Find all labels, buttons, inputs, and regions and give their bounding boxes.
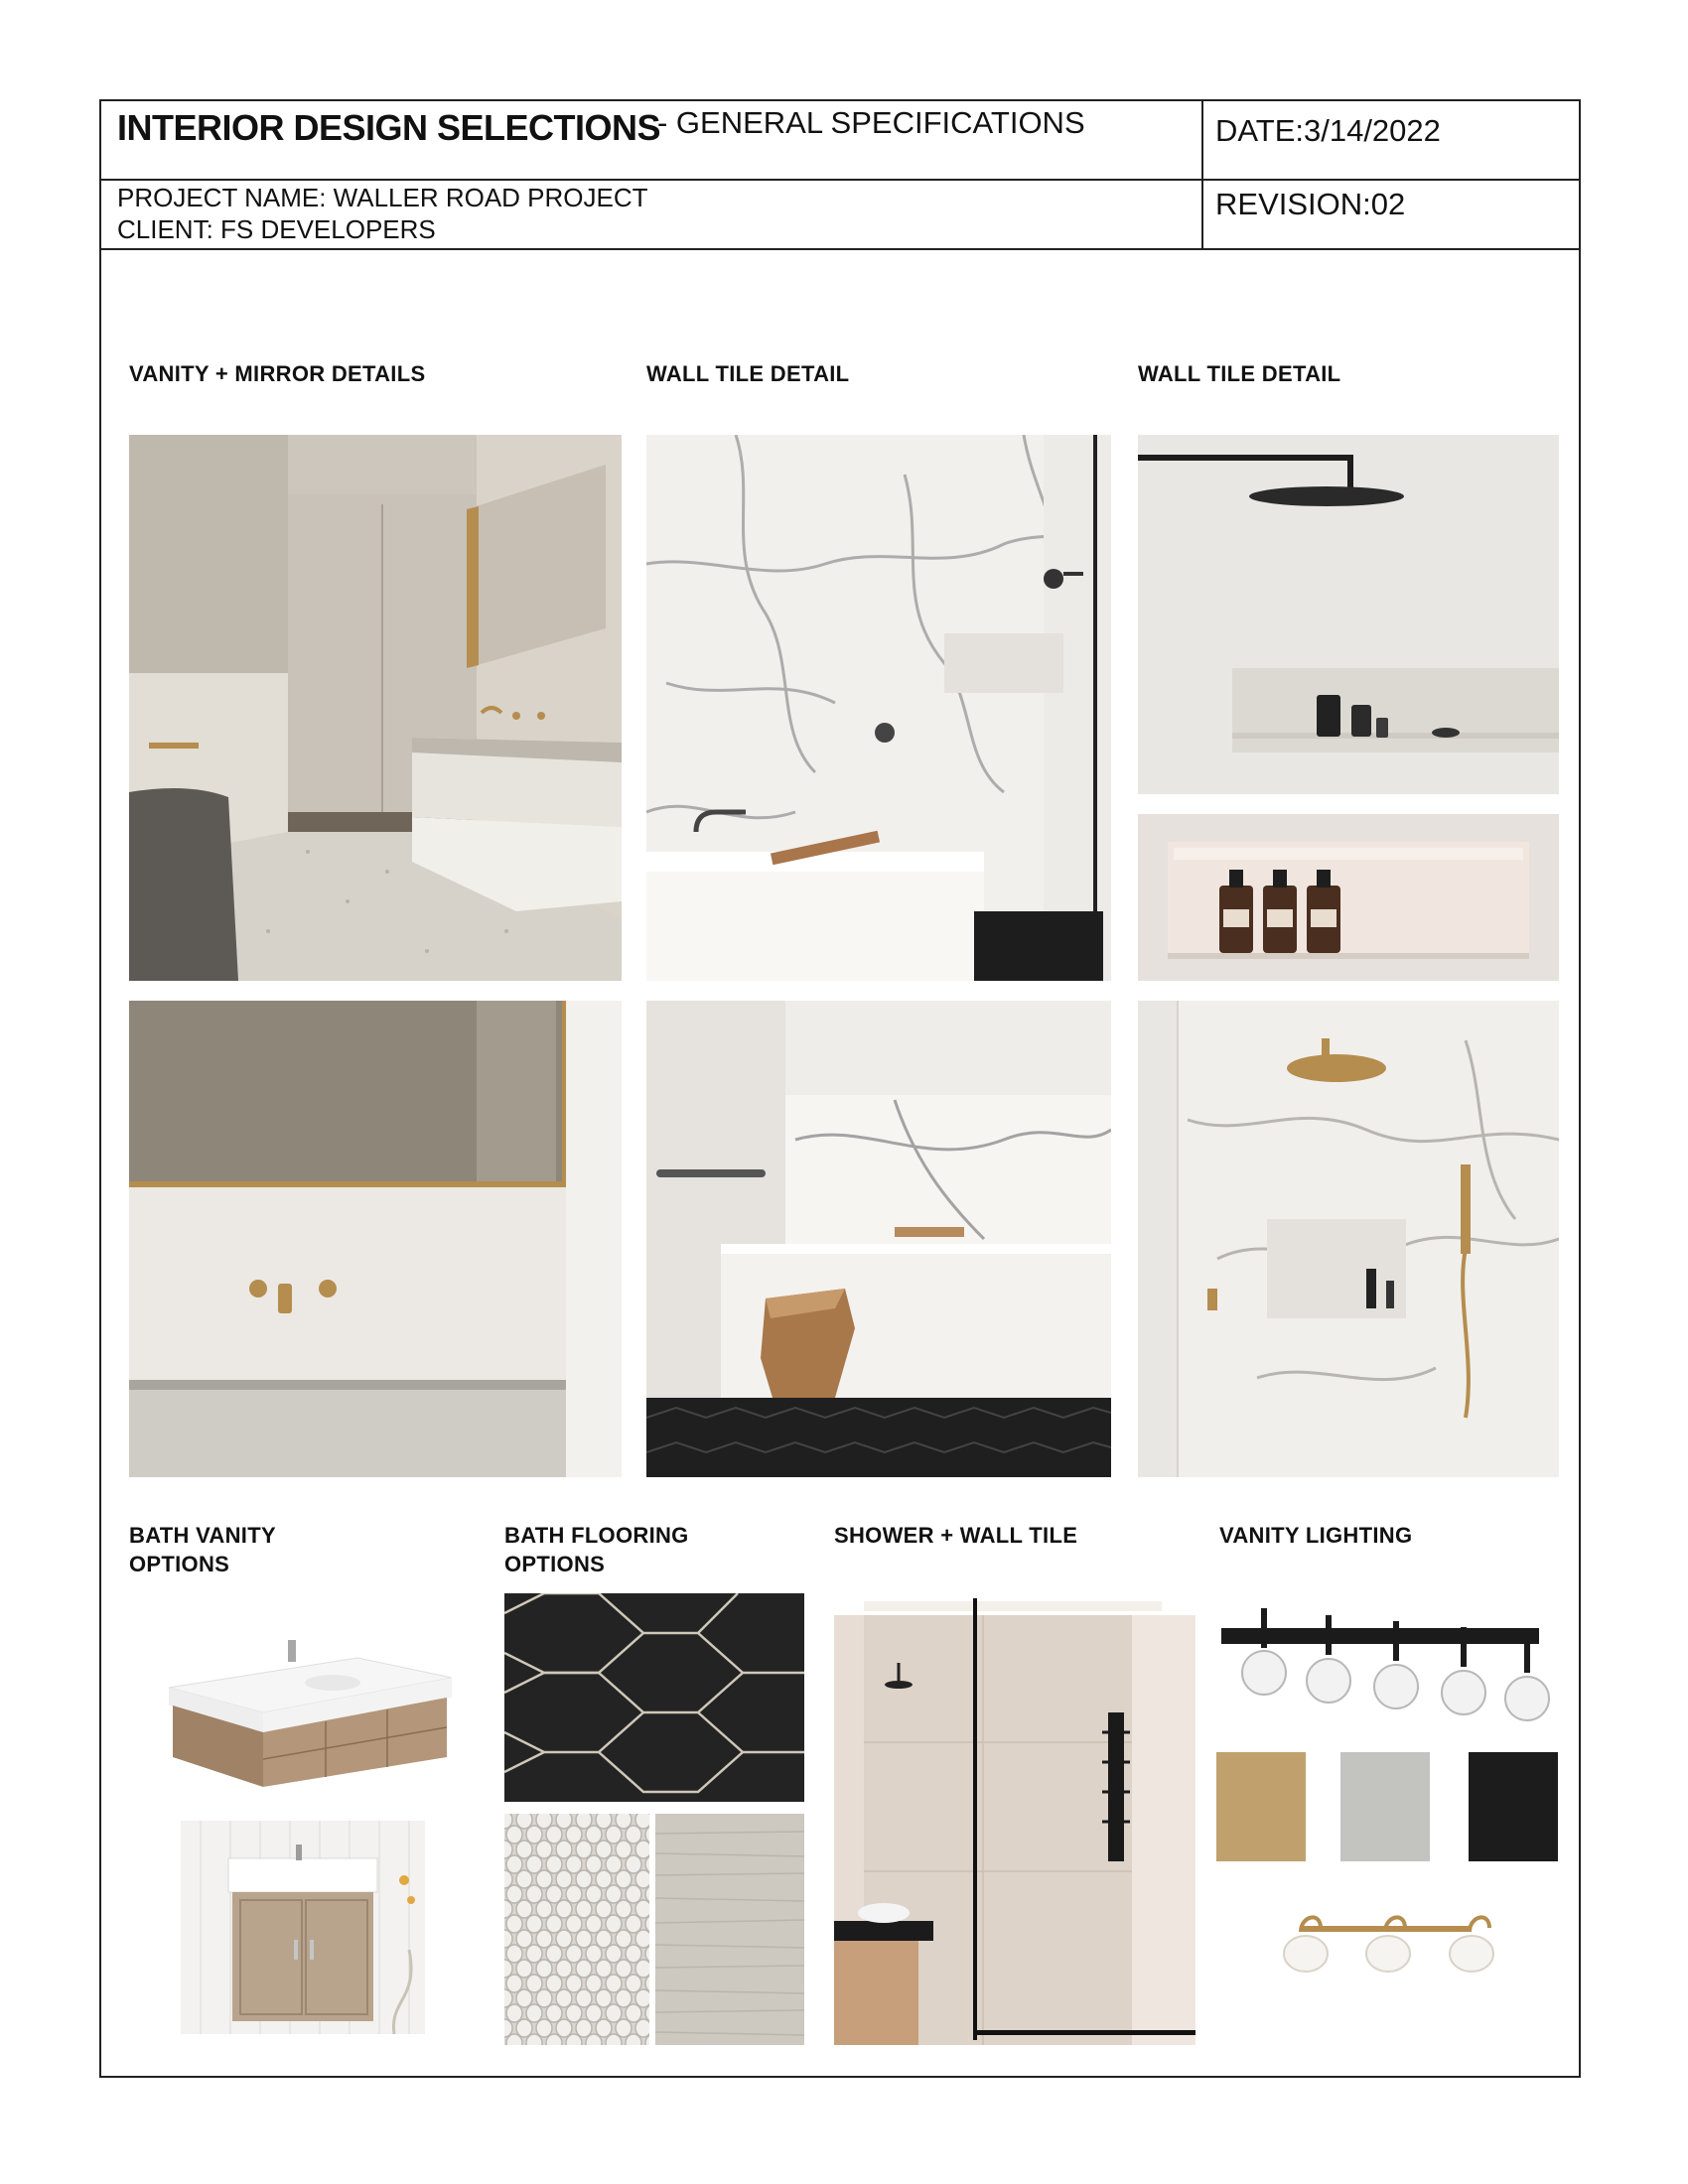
title-cell: [99, 99, 1203, 181]
label-bath-vanity-2: OPTIONS: [129, 1552, 230, 1576]
tile-black-hex: [504, 1593, 804, 1802]
date-value: DATE:3/14/2022: [1215, 113, 1441, 148]
label-wall-tile-1: WALL TILE DETAIL: [646, 361, 850, 386]
document-subtitle: - GENERAL SPECIFICATIONS: [657, 105, 1085, 140]
revision-cell: [1201, 179, 1581, 250]
client-name: CLIENT: FS DEVELOPERS: [117, 214, 436, 244]
label-bath-flooring-1: BATH FLOORING: [504, 1523, 689, 1548]
photo-vanity-bathroom: [129, 435, 622, 981]
photo-marble-tub-stool: [646, 1001, 1111, 1477]
finish-swatch-brass: [1216, 1752, 1306, 1861]
fixture-brass-globe: [1261, 1906, 1509, 1980]
photo-vanity-option-floating: [159, 1598, 457, 1787]
photo-mirror-faucet: [129, 1001, 622, 1477]
label-shower-wall-tile: SHOWER + WALL TILE: [834, 1523, 1078, 1548]
label-vanity-mirror: VANITY + MIRROR DETAILS: [129, 361, 426, 386]
project-name: PROJECT NAME: WALLER ROAD PROJECT: [117, 183, 648, 212]
project-cell: [99, 179, 1203, 250]
tile-gray-stone: [655, 1814, 804, 2045]
photo-vanity-option-cabinet: [181, 1821, 425, 2034]
revision-value: REVISION:02: [1215, 187, 1406, 221]
tile-white-mosaic: [504, 1814, 649, 2045]
title-block: [99, 99, 1581, 250]
photo-gold-shower-marble: [1138, 1001, 1559, 1477]
finish-swatch-nickel: [1340, 1752, 1430, 1861]
label-bath-flooring-2: OPTIONS: [504, 1552, 606, 1576]
label-bath-vanity-1: BATH VANITY: [129, 1523, 276, 1548]
finish-swatch-black: [1469, 1752, 1558, 1861]
photo-amber-bottles-niche: [1138, 814, 1559, 981]
document-title: INTERIOR DESIGN SELECTIONS: [117, 107, 661, 148]
date-cell: [1201, 99, 1581, 181]
fixture-black-5-light: [1216, 1603, 1559, 1727]
photo-marble-tub: [646, 435, 1111, 981]
photo-walk-in-shower: [834, 1593, 1196, 2045]
photo-shower-niche: [1138, 435, 1559, 794]
label-vanity-lighting: VANITY LIGHTING: [1219, 1523, 1413, 1548]
label-wall-tile-2: WALL TILE DETAIL: [1138, 361, 1341, 386]
